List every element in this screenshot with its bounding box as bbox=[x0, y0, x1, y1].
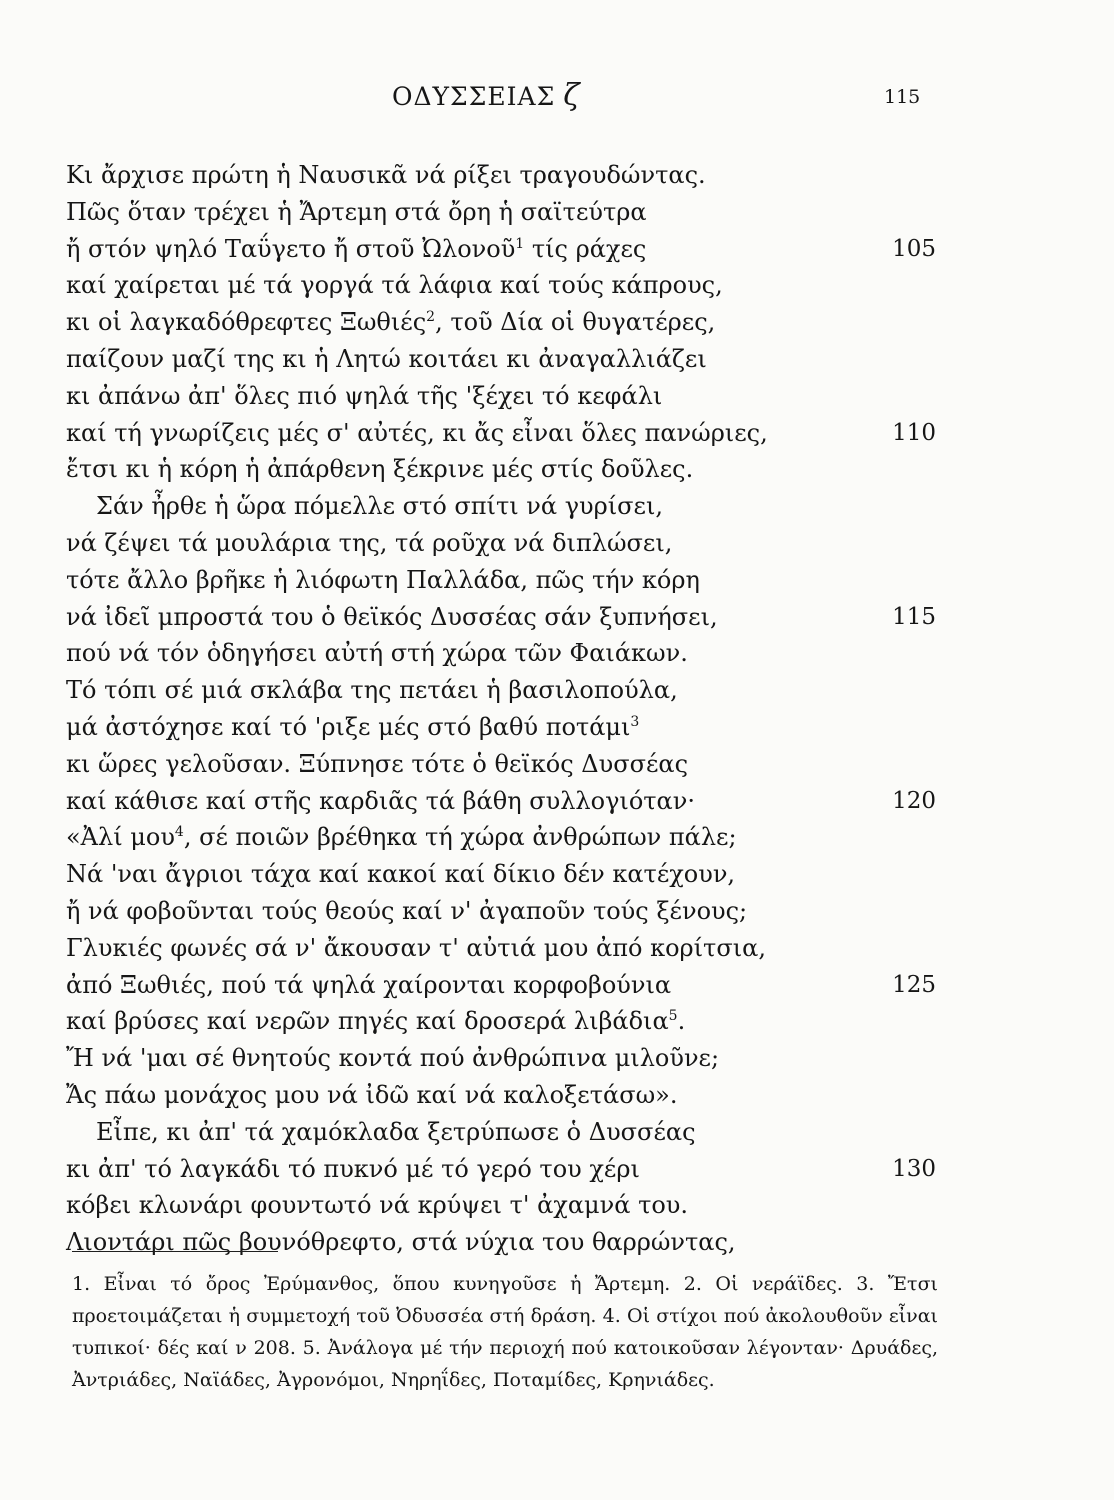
verse-text-main: Σάν ἦρθε ἡ ὥρα πόμελλε στό σπίτι νά γυρίσει, bbox=[96, 492, 664, 521]
verse-text-rest: . bbox=[677, 1007, 686, 1036]
verse-line bbox=[66, 1187, 936, 1224]
verse-text-main: «Ἀλί μου bbox=[66, 823, 175, 852]
verse-line bbox=[66, 304, 936, 341]
verse-line bbox=[66, 967, 936, 1004]
verse-line bbox=[66, 1114, 936, 1151]
verse-text-main: Πῶς ὅταν τρέχει ἡ Ἄρτεμη στά ὄρη ἡ σαϊτεύτρα bbox=[66, 197, 647, 226]
verse-line bbox=[66, 194, 936, 231]
verse-text bbox=[66, 198, 647, 226]
verse-text-main: Λιοντάρι πῶς βουνόθρεφτο, στά νύχια του θαρρώντας, bbox=[66, 1228, 736, 1257]
verse-text bbox=[66, 1007, 685, 1035]
verse-number: 115 bbox=[892, 603, 936, 630]
footnote-marker: 3 bbox=[630, 713, 640, 730]
verse-line bbox=[66, 451, 936, 488]
verse-line bbox=[66, 525, 936, 562]
verse-line bbox=[66, 746, 936, 783]
verse-line bbox=[66, 709, 936, 746]
verse-list bbox=[66, 157, 936, 1261]
verse-number: 105 bbox=[892, 235, 936, 262]
verse-text-main: κι ἀπάνω ἀπ' ὅλες πιό ψηλά τῆς 'ξέχει τό κεφάλι bbox=[66, 381, 663, 410]
verse-number: 125 bbox=[892, 971, 936, 998]
verse-line bbox=[66, 930, 936, 967]
verse-text-rest: , τοῦ Δία οἱ θυγατέρες, bbox=[435, 308, 716, 337]
verse-text-main: κι ὥρες γελοῦσαν. Ξύπνησε τότε ὁ θεϊκός Δυσσέας bbox=[66, 749, 689, 778]
verse-line bbox=[66, 415, 936, 452]
verse-text bbox=[66, 1081, 677, 1109]
verse-text-main: καί κάθισε καί στῆς καρδιᾶς τά βάθη συλλογιόταν· bbox=[66, 786, 695, 815]
verse-text bbox=[66, 603, 718, 631]
verse-text-main: καί τή γνωρίζεις μές σ' αὐτές, κι ἄς εἶναι ὅλες πανώριες, bbox=[66, 418, 768, 447]
footnote-marker: 2 bbox=[426, 309, 436, 326]
verse-text bbox=[66, 676, 678, 704]
verse-text bbox=[66, 308, 715, 336]
verse-text bbox=[66, 455, 693, 483]
verse-text bbox=[66, 419, 768, 447]
verse-text-main: ἀπό Ξωθιές, πού τά ψηλά χαίρονται κορφοβούνια bbox=[66, 970, 672, 999]
verse-text bbox=[66, 750, 688, 778]
verse-text-rest: τίς ράχες bbox=[524, 234, 647, 263]
verse-line bbox=[66, 341, 936, 378]
verse-text bbox=[66, 860, 735, 888]
verse-line bbox=[66, 1040, 936, 1077]
verse-text-main: Νά 'ναι ἄγριοι τάχα καί κακοί καί δίκιο δέν κατέχουν, bbox=[66, 860, 736, 889]
verse-text-main: Ἄς πάω μονάχος μου νά ἰδῶ καί νά καλοξετάσω». bbox=[66, 1080, 678, 1109]
footnote-marker: 1 bbox=[515, 235, 525, 252]
verse-text-main: νά ζέψει τά μουλάρια της, τά ροῦχα νά διπλώσει, bbox=[66, 528, 673, 557]
verse-text bbox=[66, 787, 695, 815]
verse-text-main: πού νά τόν ὁδηγήσει αὐτή στή χώρα τῶν Φαιάκων. bbox=[66, 639, 688, 668]
verse-text-main: παίζουν μαζί της κι ἡ Λητώ κοιτάει κι ἀναγαλλιάζει bbox=[66, 344, 707, 373]
page-number: 115 bbox=[884, 86, 921, 108]
verse-line bbox=[66, 1077, 936, 1114]
verse-text bbox=[66, 934, 766, 962]
verse-line bbox=[66, 893, 936, 930]
verse-text-main: Τό τόπι σέ μιά σκλάβα της πετάει ἡ βασιλοπούλα, bbox=[66, 676, 678, 705]
verse-text-main: καί βρύσες καί νερῶν πηγές καί δροσερά λιβάδια bbox=[66, 1007, 669, 1036]
verse-text bbox=[66, 271, 723, 299]
verse-text bbox=[66, 382, 662, 410]
verse-text bbox=[66, 823, 737, 851]
verse-text-main: καί χαίρεται μέ τά γοργά τά λάφια καί τούς κάπρους, bbox=[66, 271, 723, 300]
verse-text bbox=[66, 566, 700, 594]
verse-line bbox=[66, 378, 936, 415]
verse-text-main: ἤ στόν ψηλό Ταΰγετο ἤ στοῦ Ὠλονοῦ bbox=[66, 234, 516, 263]
verse-line bbox=[66, 1151, 936, 1188]
verse-line bbox=[66, 672, 936, 709]
footnotes: 1. Εἶναι τό ὄρος Ἐρύμανθος, ὅπου κυνηγοῦσε ἡ Ἄρτεμη. 2. Οἱ νεράϊδες. 3. Ἔτσι προετοιμάζεται ἡ συμμετοχή τοῦ Ὀδυσσέα στή δράση. 4. Οἱ στίχοι πού ἀκολουθοῦν εἶναι τυπικοί· δές καί ν 208. 5. Ἀνάλογα μέ τήν περιοχή πού κατοικοῦσαν λέγονταν· Δρυάδες, Ἀντριάδες, Ναϊάδες, Ἀγρονόμοι, Νηρηΐδες, Ποταμίδες, Κρηνιάδες. bbox=[72, 1273, 938, 1391]
verse-text-main: Γλυκιές φωνές σά ν' ἄκουσαν τ' αὐτιά μου ἀπό κορίτσια, bbox=[66, 933, 766, 962]
verse-text bbox=[66, 639, 688, 667]
footnote-marker: 4 bbox=[174, 824, 184, 841]
verse-text-main: τότε ἄλλο βρῆκε ἡ λιόφωτη Παλλάδα, πῶς τήν κόρη bbox=[66, 565, 700, 594]
verse-line bbox=[66, 562, 936, 599]
verse-text bbox=[66, 235, 646, 263]
header-title: ΟΔΥΣΣΕΙΑΣ bbox=[392, 82, 556, 111]
verse-text bbox=[66, 897, 747, 925]
verse-text bbox=[66, 1044, 719, 1072]
footnote-marker: 5 bbox=[668, 1008, 678, 1025]
verse-text bbox=[66, 161, 706, 189]
verse-text-main: Κι ἄρχισε πρώτη ἡ Ναυσικᾶ νά ρίξει τραγουδώντας. bbox=[66, 161, 706, 189]
verse-text-main: ἤ νά φοβοῦνται τούς θεούς καί ν' ἀγαποῦν τούς ξένους; bbox=[66, 896, 748, 925]
verse-number: 110 bbox=[892, 419, 936, 446]
verse-text-main: μά ἀστόχησε καί τό 'ριξε μές στό βαθύ ποτάμι bbox=[66, 712, 631, 741]
verse-text-main: Εἶπε, κι ἀπ' τά χαμόκλαδα ξετρύπωσε ὁ Δυσσέας bbox=[96, 1117, 696, 1146]
verse-text bbox=[66, 492, 663, 520]
verse-line bbox=[66, 635, 936, 672]
verse-text bbox=[66, 1191, 688, 1219]
verse-text-main: κόβει κλωνάρι φουντωτό νά κρύψει τ' ἀχαμνά του. bbox=[66, 1191, 689, 1220]
verse-text-main: κι οἱ λαγκαδόθρεφτες Ξωθιές bbox=[66, 308, 427, 337]
book-letter: ζ bbox=[563, 78, 581, 113]
footnote-divider bbox=[72, 1251, 278, 1252]
verse-line bbox=[66, 488, 936, 525]
verse-number: 120 bbox=[892, 787, 936, 814]
verse-line bbox=[66, 783, 936, 820]
verse-text-main: κι ἀπ' τό λαγκάδι τό πυκνό μέ τό γερό του χέρι bbox=[66, 1154, 640, 1183]
verse-text bbox=[66, 1118, 696, 1146]
running-header bbox=[392, 78, 581, 113]
verse-line bbox=[66, 1003, 936, 1040]
verse-line bbox=[66, 599, 936, 636]
verse-text-main: ἔτσι κι ἡ κόρη ἡ ἀπάρθενη ξέκρινε μές στίς δοῦλες. bbox=[66, 455, 694, 484]
verse-text-main: νά ἰδεῖ μπροστά του ὁ θεϊκός Δυσσέας σάν ξυπνήσει, bbox=[66, 602, 718, 631]
verse-line bbox=[66, 231, 936, 268]
verse-text bbox=[66, 971, 671, 999]
verse-text bbox=[66, 1155, 640, 1183]
verse-number: 130 bbox=[892, 1155, 936, 1182]
verse-line bbox=[66, 157, 936, 194]
verse-line bbox=[66, 819, 936, 856]
verse-line bbox=[66, 856, 936, 893]
verse-line bbox=[66, 267, 936, 304]
verse-text bbox=[66, 345, 707, 373]
verse-text bbox=[66, 713, 639, 741]
verse-text-rest: , σέ ποιῶν βρέθηκα τή χώρα ἀνθρώπων πάλε; bbox=[183, 823, 737, 852]
verse-text-main: Ἤ νά 'μαι σέ θνητούς κοντά πού ἀνθρώπινα μιλοῦνε; bbox=[66, 1044, 720, 1073]
verse-text bbox=[66, 529, 672, 557]
verse-line bbox=[66, 1224, 936, 1261]
